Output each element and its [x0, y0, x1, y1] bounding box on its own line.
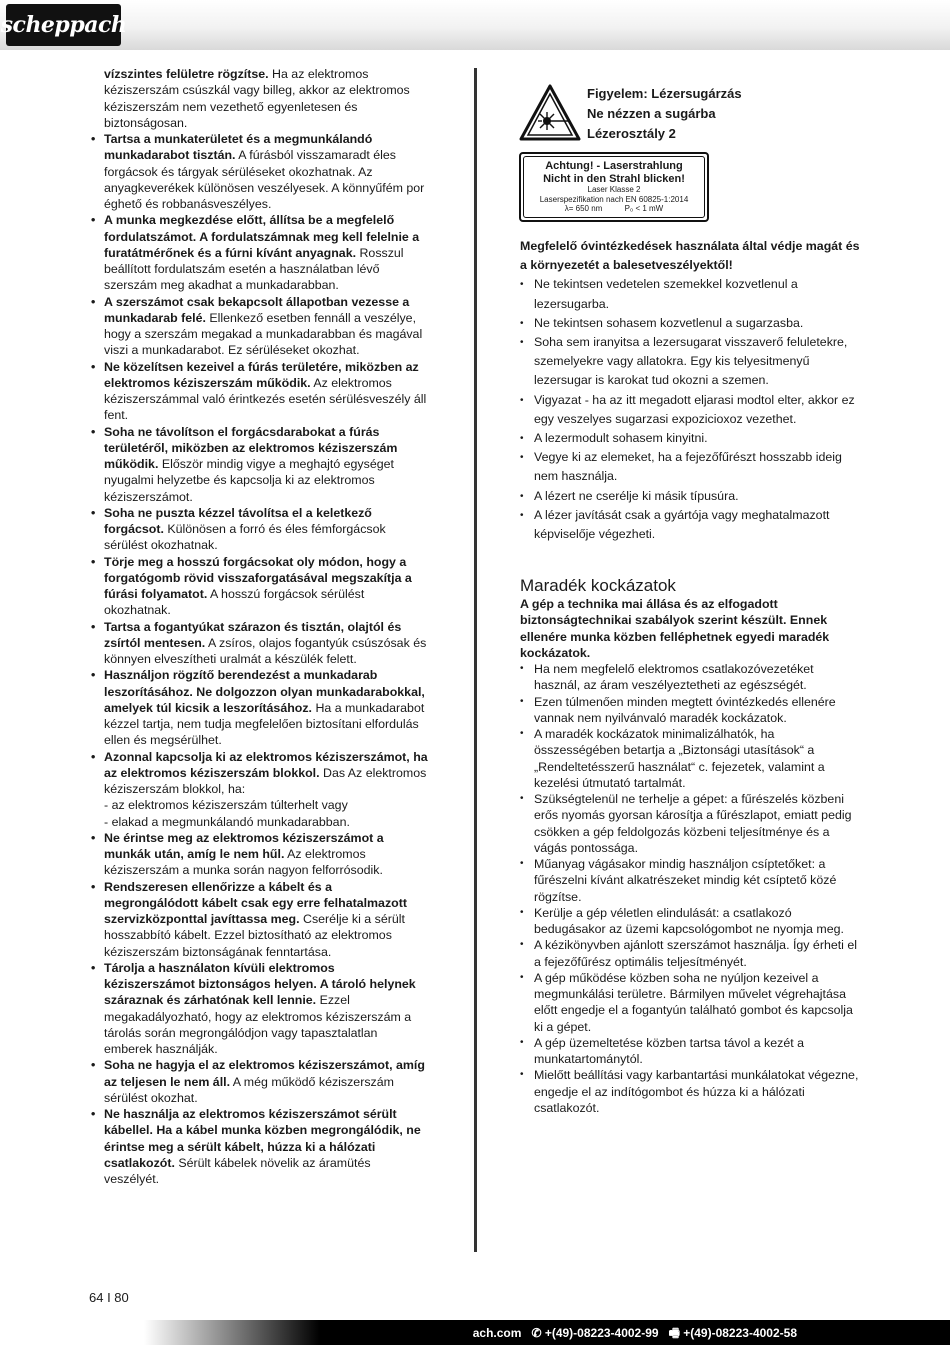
instruction-bold: Rendszeresen ellenőrizze a kábelt és a megrongálódott kábelt csak egy erre felhatalmazott szervizközponttal javíttassa meg.	[104, 879, 407, 926]
laser-label-inner	[523, 156, 705, 218]
footer-fade	[0, 1320, 320, 1345]
laser-warning	[519, 84, 742, 144]
laser-label-sign	[519, 152, 709, 222]
instruction-text: Rosszul beállított fordulatszám esetén a használatban lévő szerszám meg akadhat a munkadarabban.	[104, 245, 404, 293]
instruction-item	[104, 294, 429, 359]
instruction-text: A fúrásból visszamaradt éles forgácsok és tárgyak sérüléseket okozhatnak. Az anyagkeverékek különösen veszélyesek. A könnyűfém por éghető és robbanásveszélyes.	[104, 148, 425, 211]
instruction-text: Az elektromos kéziszerszámmal való érintkezés esetén sérülésveszély áll fent.	[104, 375, 427, 423]
warning-line-3: Lézerosztály 2	[587, 126, 676, 141]
protection-item: • Ne tekintsen sohasem kozvetlenul a sugarzasba.	[520, 314, 860, 333]
instruction-text: Ellenkező esetben fennáll a veszélye, hogy a szerszám megakad a munkadarabban és magával viszi a munkadarabot. Ez sérüléseket okozhat.	[104, 310, 423, 358]
instruction-item	[104, 554, 429, 619]
instruction-bold: Ne érintse meg az elektromos kéziszerszámot a munkák után, amíg le nem hűl.	[104, 830, 384, 861]
footer-fax: 🖷 +(49)-08223-4002-58	[668, 1326, 797, 1340]
protection-item: • Vigyazat - ha az itt megadott eljarasi modtol elter, akkor ez egy veszelyes sugarzasi expozicioхoz vezethet.	[520, 391, 860, 429]
sign-line-5: λ= 650 nm P₀ < 1 mW	[564, 204, 664, 213]
protection-item: • A lezermodult sohasem kinyitni.	[520, 429, 860, 448]
instruction-item	[104, 505, 429, 554]
instruction-bold: Ne használja az elektromos kéziszerszámot sérült kábellel. Ha a kábel munka közben megrongálódik, ne érintse meg a sérült kábelt, húzza ki a hálózati csatlakozót.	[104, 1107, 421, 1170]
left-column	[104, 66, 429, 1187]
footer-web: ach.com	[472, 1326, 522, 1340]
instruction-text: Cserélje ki a sérült hosszabbító kábelt. Ezzel biztosítható az elektromos kéziszerszám biztonságának fenntartása.	[104, 912, 405, 959]
instruction-bold: Ne közelítsen kezeivel a fúrás területére, miközben az elektromos kéziszerszám működik.	[104, 359, 419, 390]
residual-risk-item: • A maradék kockázatok minimalizálhatók, ha összességében betartja a „Biztonsági utasítások“ a „Rendeltetésszerű használat“ c. fejezetek, valamint a kezelési útmutató tartalmát.	[520, 726, 860, 791]
protection-section	[520, 237, 860, 544]
sign-line-4: Laserspezifikation nach EN 60825-1:2014	[539, 194, 689, 204]
instruction-bold: Tartsa a munkaterületet és a megmunkálandó munkadarabot tisztán.	[104, 132, 373, 163]
residual-risks-title: Maradék kockázatok	[520, 576, 676, 595]
protection-item: • Vegye ki az elemeket, ha a fejezőfűrészt hosszabb ideig nem használja.	[520, 448, 860, 486]
instruction-item	[104, 212, 429, 293]
instruction-text: Az elektromos kéziszerszám a munka során nagyon felforrósodik.	[104, 847, 383, 878]
instruction-text: A hosszú forgácsok sérülést okozhatnak.	[104, 587, 365, 618]
protection-item: • A lézert ne cserélje ki másik típusúra.	[520, 487, 860, 506]
footer-phone: ✆ +(49)-08223-4002-99	[531, 1326, 659, 1340]
instruction-bold: A munka megkezdése előtt, állítsa be a megfelelő fordulatszámot. A fordulatszámnak meg kell felelnie a furatátmérőnek és a fúrni kívánt anyagnak.	[104, 213, 420, 260]
instruction-bold: Soha ne távolítson el forgácsdarabokat a fúrás területéről, miközben az elektromos kéziszerszám működik.	[104, 424, 398, 471]
instruction-text: A zsíros, olajos fogantyúk csúszósak és könnyen elveszítheti uralmát a készülék felett.	[104, 635, 427, 666]
protection-item: • Soha sem iranyitsa a lezersugarat visszaverő feluletekre, szemelyekre vagy allatokra. Egy kis telyesitmenyű lezersugar is karokat tud okozni a szemen.	[520, 333, 860, 391]
instruction-text: Ezzel megakadályozható, hogy az elektromos kéziszerszám a tárolás során megrongálódjon vagy tapasztalatlan emberek használják.	[104, 993, 412, 1056]
page-number: 64 I 80	[89, 1290, 129, 1305]
sign-line-2: Nicht in den Strahl blicken!	[543, 172, 685, 185]
instruction-text: A még működő kéziszerszám sérülést okozhat.	[104, 1074, 394, 1105]
logo-text: scheppach	[0, 12, 127, 38]
instruction-item	[104, 131, 429, 212]
residual-risk-item: • Mielőtt beállítási vagy karbantartási munkálatokat végezne, engedje el az indítógombot és húzza ki a hálózati csatlakozót.	[520, 1067, 860, 1116]
residual-risk-item: • Ha nem megfelelő elektromos csatlakozóvezetéket használ, az áram veszélyeztetheti az egészségét.	[520, 661, 860, 694]
instruction-item	[104, 879, 429, 960]
header-bar	[0, 0, 950, 50]
residual-risk-item: • Ezen túlmenően minden megtett óvintézkedés ellenére vannak nem nyilvánvaló maradék kockázatok.	[520, 694, 860, 727]
instruction-item	[104, 960, 429, 1058]
residual-risk-item: • A kézikönyvben ajánlott szerszámot használja. Így érheti el a fejezőfűrész optimális teljesítményét.	[520, 937, 860, 970]
instruction-bold: Használjon rögzítő berendezést a munkadarab leszorításához. Ne dolgozzon olyan munkadarabokkal, amelyek túl kicsik a leszorításához.	[104, 668, 425, 715]
instruction-item	[104, 66, 429, 131]
instruction-bold: Soha ne hagyja el az elektromos kéziszerszámot, amíg az teljesen le nem áll.	[104, 1058, 425, 1089]
instruction-item	[104, 619, 429, 668]
footer-contact	[473, 1324, 797, 1345]
instruction-item	[104, 830, 429, 879]
laser-warning-icon	[519, 84, 581, 142]
column-divider	[474, 68, 477, 1252]
warning-line-1: Figyelem: Lézersugárzás	[587, 86, 742, 101]
instruction-bold: A szerszámot csak bekapcsolt állapotban vezesse a munkadarab felé.	[104, 294, 410, 325]
instruction-text: Ha a munkadarabot kézzel tartja, nem tudja megfelelően biztosítani elfordulás ellen és megsérülhet.	[104, 700, 425, 748]
instruction-bold: Soha ne puszta kézzel távolítsa el a keletkező forgácsot.	[104, 505, 372, 536]
instruction-item	[104, 424, 429, 505]
instruction-bold: Azonnal kapcsolja ki az elektromos kéziszerszámot, ha az elektromos kéziszerszám blokkol.	[104, 749, 428, 780]
protection-item: • A lézer javítását csak a gyártója vagy meghatalmazott képviselője végezheti.	[520, 506, 860, 544]
instruction-item	[104, 359, 429, 424]
residual-risk-item: • A gép üzemeltetése közben tartsa távol a kezét a munkatartománytól.	[520, 1035, 860, 1068]
protection-item: • Ne tekintsen vedetelen szemekkel kozvetlenul a lezersugarba.	[520, 275, 860, 313]
residual-risk-item: • Kerülje a gép véletlen elindulását: a csatlakozó bedugásakor az üzemi kapcsológombot ne nyomja meg.	[520, 905, 860, 938]
residual-risk-item: • A gép működése közben soha ne nyúljon kezeivel a megmunkálási területre. Bármilyen művelet végrehajtása előtt engedje el a fogantyún található gombot és kapcsolja ki a gépet.	[520, 970, 860, 1035]
protection-lead: Megfelelő óvintézkedések használata által védje magát és a környezetét a balesetveszélyektől!	[520, 239, 860, 273]
instruction-bold: Tartsa a fogantyúkat szárazon és tisztán, olajtól és zsírtól mentesen.	[104, 619, 402, 650]
instruction-text: Ha az elektromos kéziszerszám csúszkál vagy billeg, akkor az elektromos kéziszerszám nem vezethető egyenletesen és biztonságosan.	[104, 67, 410, 130]
brand-logo	[0, 4, 127, 46]
sign-line-1: Achtung! - Laserstrahlung	[545, 160, 683, 172]
instruction-text: Különösen a forró és éles fémforgácsok sérülést okozhatnak.	[104, 522, 386, 553]
residual-risks-section	[520, 576, 860, 1116]
instruction-item	[104, 1057, 429, 1106]
protection-list	[520, 275, 860, 544]
instruction-item	[104, 1106, 429, 1187]
instruction-text: Sérült kábelek növelik az áramütés veszélyét.	[104, 1155, 371, 1186]
instruction-bold: vízszintes felületre rögzítse.	[104, 67, 269, 81]
instruction-text: Das Az elektromos kéziszerszám blokkol, ha: - az elektromos kéziszerszám túlterhelt vagy - elakad a megmunkálandó munkadarabban.	[104, 765, 427, 829]
residual-risk-item: • Műanyag vágásakor mindig használjon csíptetőket: a fűrészelni kívánt alkatrészeket mindig két csíptető közé rögzítse.	[520, 856, 860, 905]
warning-line-2: Ne nézzen a sugárba	[587, 106, 716, 121]
residual-risks-list	[520, 661, 860, 1116]
laser-warning-text	[587, 84, 742, 144]
instruction-bold: Törje meg a hosszú forgácsokat oly módon, hogy a forgatógomb rövid visszaforgatásával megszakítja a fúrási folyamatot.	[104, 554, 412, 601]
instruction-item	[104, 667, 429, 748]
safety-instructions-list	[104, 66, 429, 1187]
sign-line-3: Laser Klasse 2	[587, 185, 641, 194]
instruction-text: Először mindig vigye a meghajtó egységet nyugalmi helyzetbe és kapcsolja ki az elektromos kéziszerszámot.	[104, 457, 394, 504]
residual-risks-lead: A gép a technika mai állása és az elfogadott biztonságtechnikai szabályok szerint készült. Ennek ellenére munka közben felléphetnek egyedi maradék kockázatok.	[520, 597, 830, 660]
instruction-bold: Tárolja a használaton kívüli elektromos kéziszerszámot biztonságos helyen. A tároló helynek száraznak és zárhatónak kell lennie.	[104, 960, 416, 1008]
instruction-item	[104, 749, 429, 830]
residual-risk-item: • Szükségtelenül ne terhelje a gépet: a fűrészelés közbeni erős nyomás gyorsan károsítja a fűrészlapot, emiatt pedig csökken a gép feldolgozás közbeni teljesítménye és a vágás pontossága.	[520, 791, 860, 856]
